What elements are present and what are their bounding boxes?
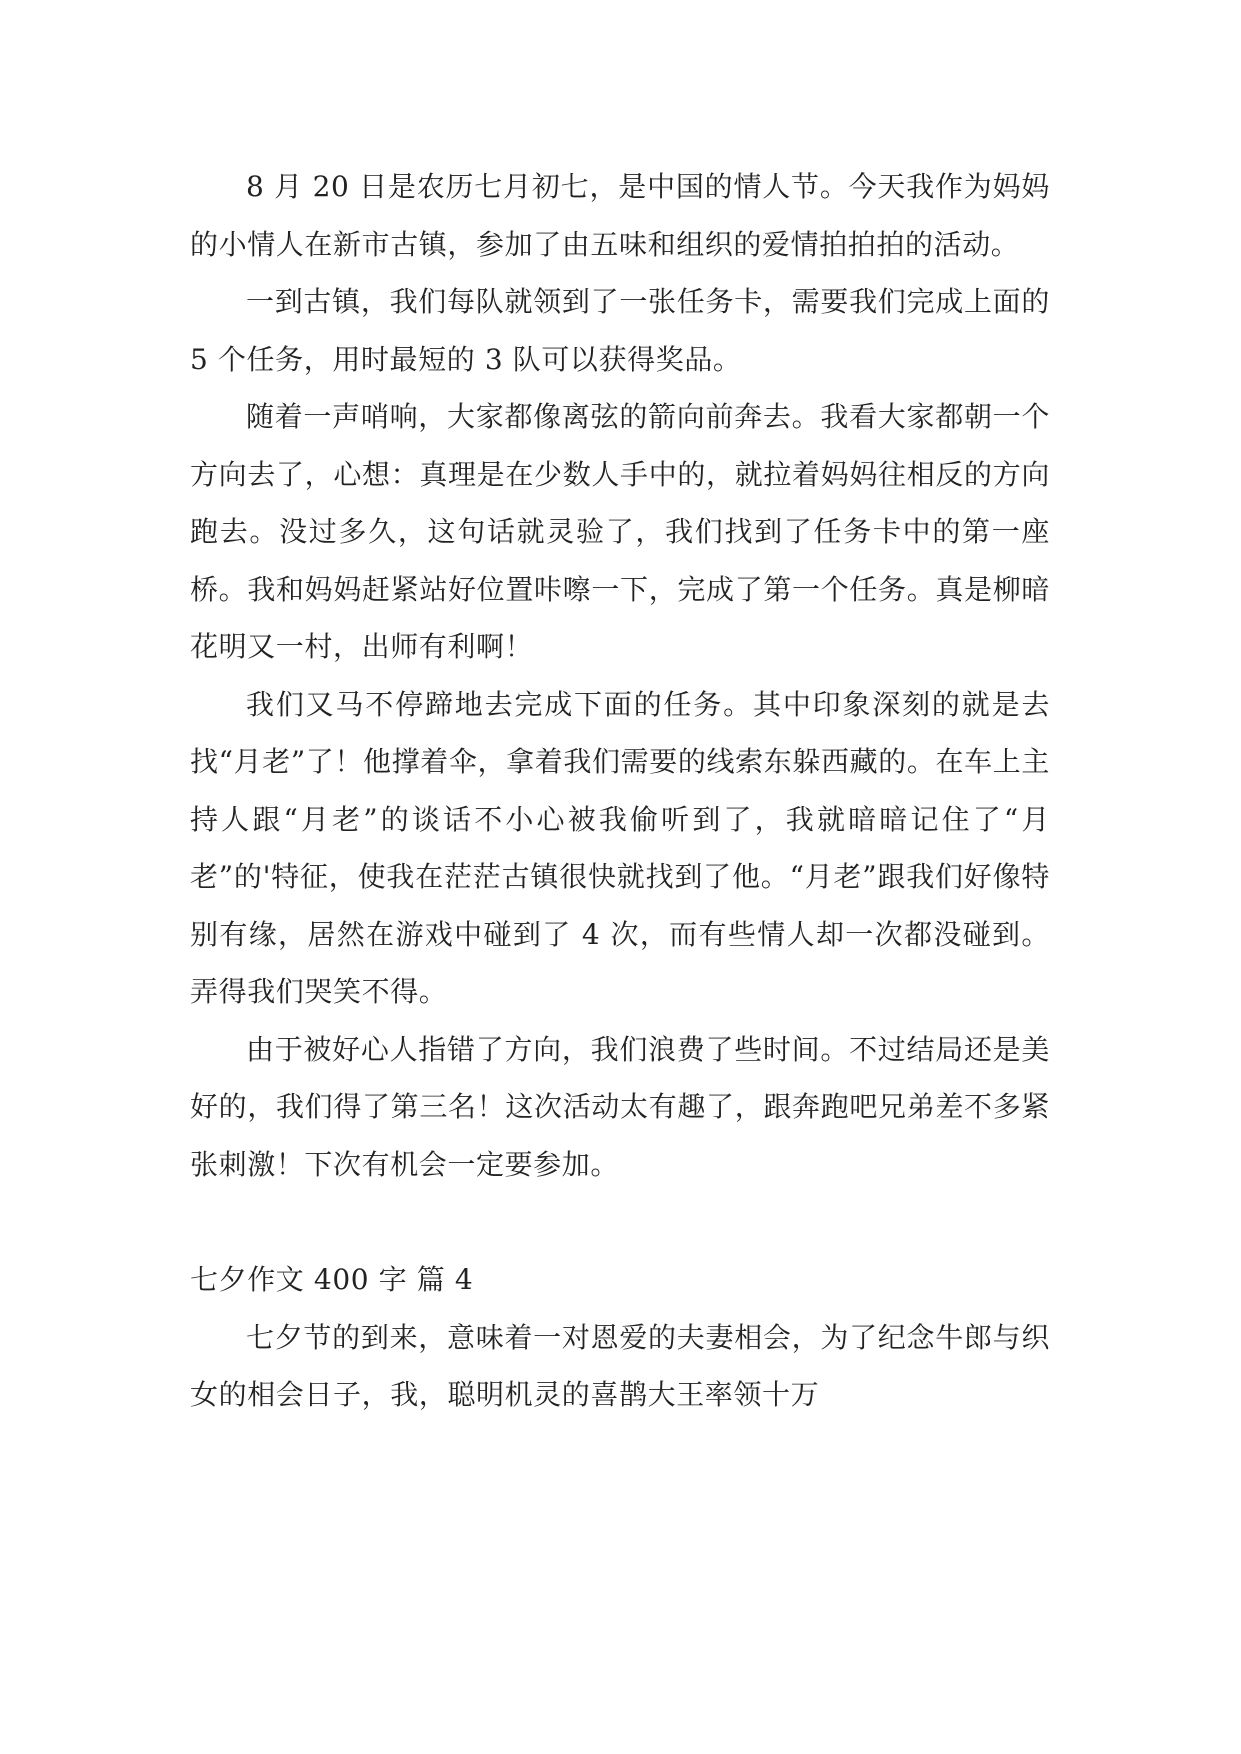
paragraph-3: 随着一声哨响，大家都像离弦的箭向前奔去。我看大家都朝一个方向去了，心想：真理是在少数人手中的，就拉着妈妈往相反的方向跑去。没过多久，这句话就灵验了，我们找到了任务卡中的第一座桥。我和妈妈赶紧站好位置咔嚓一下，完成了第一个任务。真是柳暗花明又一村，出师有利啊！ <box>190 400 1050 663</box>
paragraph-5: 由于被好心人指错了方向，我们浪费了些时间。不过结局还是美好的，我们得了第三名！这次活动太有趣了，跟奔跑吧兄弟差不多紧张刺激！下次有机会一定要参加。 <box>190 1032 1050 1181</box>
paragraph-1: 8 月 20 日是农历七月初七，是中国的情人节。今天我作为妈妈的小情人在新市古镇，参加了由五味和组织的爱情拍拍拍的活动。 <box>190 170 1050 261</box>
document-body <box>190 158 1050 1424</box>
paragraph-2: 一到古镇，我们每队就领到了一张任务卡，需要我们完成上面的 5 个任务，用时最短的 3 队可以获得奖品。 <box>190 285 1050 376</box>
paragraph-6: 七夕节的到来，意味着一对恩爱的夫妻相会，为了纪念牛郎与织女的相会日子，我，聪明机灵的喜鹊大王率领十万 <box>190 1320 1050 1411</box>
paragraph-4: 我们又马不停蹄地去完成下面的任务。其中印象深刻的就是去找“月老”了！他撑着伞，拿着我们需要的线索东躲西藏的。在车上主持人跟“月老”的谈话不小心被我偷听到了，我就暗暗记住了“月老”的'特征，使我在茫茫古镇很快就找到了他。“月老”跟我们好像特别有缘，居然在游戏中碰到了 4 次，而有些情人却一次都没碰到。弄得我们哭笑不得。 <box>190 687 1050 1008</box>
section-heading: 七夕作文 400 字 篇 4 <box>190 1263 474 1296</box>
